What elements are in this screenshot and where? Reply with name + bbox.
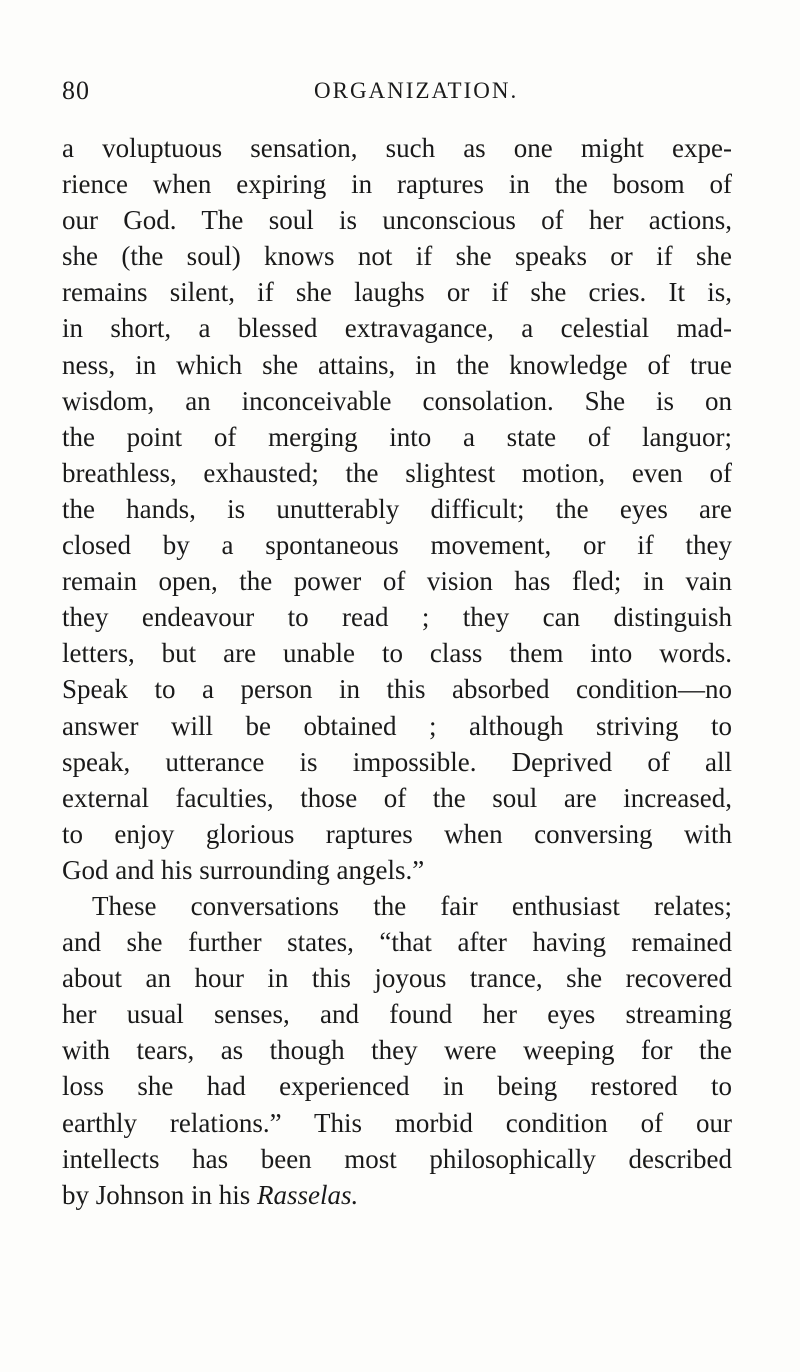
- text-line: closed by a spontaneous movement, or if they: [62, 530, 732, 561]
- text-line: our God. The soul is unconscious of her actions,: [62, 205, 732, 236]
- text-line: to enjoy glorious raptures when conversing with: [62, 818, 732, 849]
- paragraph-start-line: These conversations the fair enthusiast relates;: [92, 890, 732, 921]
- text-line: intellects has been most philosophically described: [62, 1143, 732, 1174]
- text-line: remains silent, if she laughs or if she cries. It is,: [62, 277, 732, 308]
- body-text: [62, 130, 732, 1213]
- text-line: a voluptuous sensation, such as one might expe-: [62, 133, 732, 163]
- book-title-rasselas: Rasselas.: [257, 1179, 359, 1210]
- final-line-text: by Johnson in his: [62, 1179, 258, 1210]
- text-line: her usual senses, and found her eyes streaming: [62, 999, 732, 1030]
- text-line: and she further states, “that after having remained: [62, 927, 732, 958]
- text-line: Speak to a person in this absorbed condition—no: [62, 674, 732, 705]
- final-line: [62, 1177, 732, 1213]
- text-line: in short, a blessed extravagance, a celestial mad-: [62, 313, 732, 344]
- text-line: with tears, as though they were weeping for the: [62, 1035, 732, 1066]
- text-line: she (the soul) knows not if she speaks or if she: [62, 241, 732, 272]
- text-line: letters, but are unable to class them into words.: [62, 638, 732, 669]
- text-line: wisdom, an inconceivable consolation. She is on: [62, 385, 732, 416]
- text-line: remain open, the power of vision has fled; in vain: [62, 566, 732, 597]
- page-header: [60, 76, 740, 110]
- text-line: answer will be obtained ; although striving to: [62, 710, 732, 741]
- text-line: breathless, exhausted; the slightest motion, even of: [62, 457, 732, 488]
- running-title: ORGANIZATION.: [314, 78, 519, 103]
- page-number: 80: [62, 76, 90, 105]
- text-line: external faculties, those of the soul are increased,: [62, 782, 732, 813]
- text-line: the hands, is unutterably difficult; the eyes are: [62, 493, 732, 524]
- text-line: speak, utterance is impossible. Deprived of all: [62, 746, 732, 777]
- paragraph-end-line: God and his surrounding angels.”: [62, 854, 425, 885]
- text-line: earthly relations.” This morbid condition of our: [62, 1107, 732, 1138]
- text-line: about an hour in this joyous trance, she recovered: [62, 963, 732, 994]
- text-line: rience when expiring in raptures in the bosom of: [62, 169, 732, 200]
- text-line: loss she had experienced in being restored to: [62, 1071, 732, 1102]
- text-line: the point of merging into a state of languor;: [62, 421, 732, 452]
- text-line: ness, in which she attains, in the knowledge of true: [62, 349, 732, 380]
- text-line: they endeavour to read ; they can distinguish: [62, 602, 732, 633]
